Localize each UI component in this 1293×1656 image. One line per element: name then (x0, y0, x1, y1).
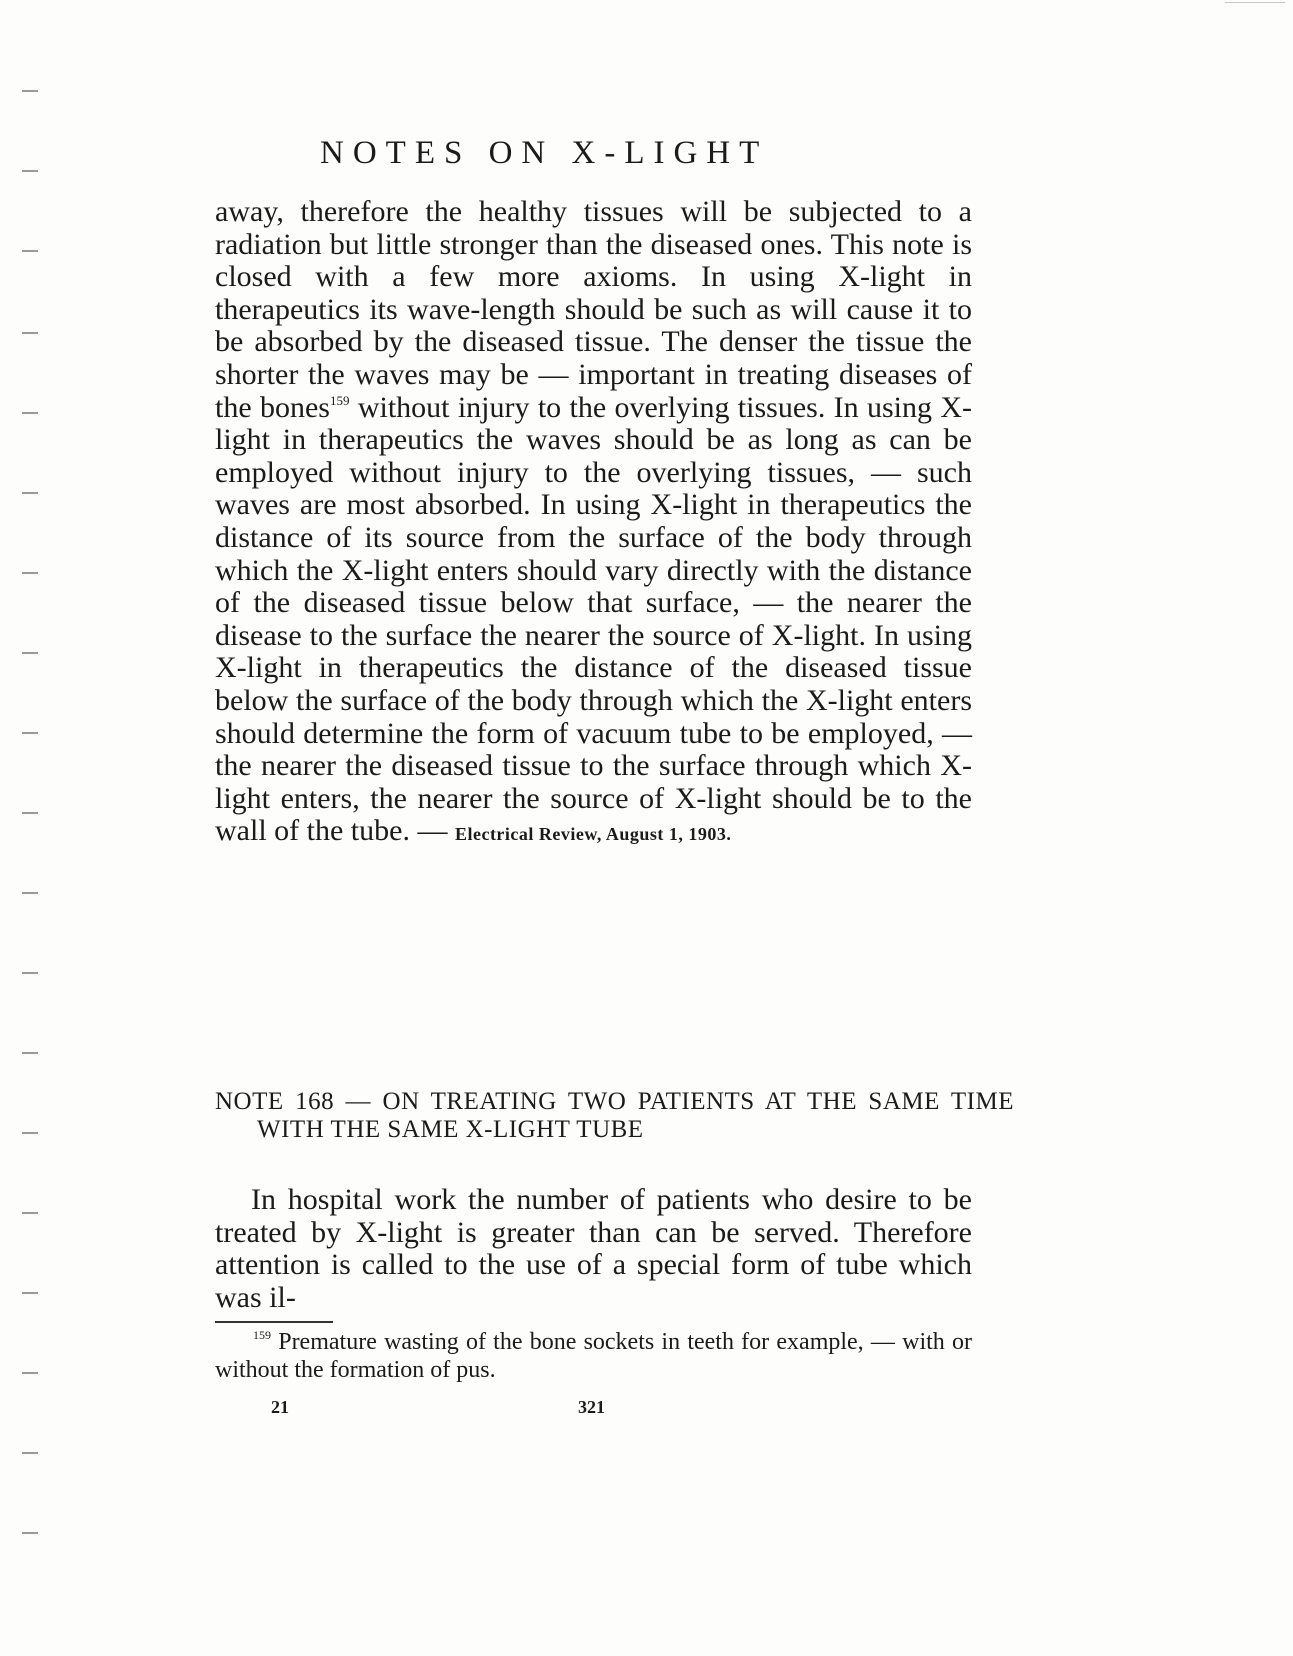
margin-tick (22, 572, 38, 574)
footnote-rule (215, 1321, 333, 1323)
margin-tick (22, 412, 38, 414)
margin-tick (22, 972, 38, 974)
note-heading: NOTE 168 — ON TREATING TWO PATIENTS AT THE SAME TIME WITH THE SAME X-LIGHT TUBE (215, 1088, 1014, 1143)
running-head: NOTES ON X-LIGHT (320, 135, 769, 171)
source-citation: Electrical Review, August 1, 1903. (454, 824, 732, 845)
page-number: 321 (578, 1397, 605, 1417)
margin-tick (22, 1132, 38, 1134)
footnote (215, 1328, 972, 1384)
margin-tick (22, 652, 38, 654)
margin-tick (22, 1212, 38, 1214)
margin-tick (22, 1452, 38, 1454)
margin-tick (22, 250, 38, 252)
margin-tick (22, 332, 38, 334)
margin-tick (22, 732, 38, 734)
body-text-part-1: away, therefore the healthy tissues will be subjected to a radiation but little stronger than the diseased ones. This note is closed with a few more axioms. In using X-light in therapeutics its wave-length should be such as will cause it to be absorbed by the diseased tissue. The denser the tissue the shorter the waves may be — important in treating diseases of the bones (215, 195, 972, 424)
margin-tick (22, 1372, 38, 1374)
margin-tick (22, 892, 38, 894)
footnote-number: 159 (253, 1328, 271, 1342)
margin-tick (22, 90, 38, 92)
note-body (215, 1184, 972, 1314)
margin-tick (22, 812, 38, 814)
body-paragraph (215, 196, 972, 851)
margin-tick (22, 170, 38, 172)
binding-margin-marks (22, 0, 42, 1656)
corner-scan-mark (1225, 2, 1285, 3)
margin-tick (22, 1052, 38, 1054)
footnote-reference: 159 (329, 392, 350, 408)
margin-tick (22, 492, 38, 494)
body-text (215, 196, 972, 851)
signature-mark: 21 (271, 1397, 289, 1417)
margin-tick (22, 1532, 38, 1534)
note-paragraph: In hospital work the number of patients who desire to be treated by X-light is greater than can be served. Therefore attention is called to the use of a special form of tube which was il- (215, 1183, 972, 1314)
margin-tick (22, 1292, 38, 1294)
body-text-part-2: without injury to the overlying tissues. In using X-light in therapeutics the waves should be as long as can be employed without injury to the overlying tissues, — such waves are most absorbed. In using X-light in therapeutics the distance of its source from the surface of the body through which the X-light enters should vary directly with the distance of the diseased tissue below that surface, — the nearer the disease to the surface the nearer the source of X-light. In using X-light in therapeutics the distance of the diseased tissue below the surface of the body through which the X-light enters should determine the form of vacuum tube to be employed, — the nearer the diseased tissue to the surface through which X-light enters, the nearer the source of X-light should be to the wall of the tube. — (215, 390, 972, 848)
footnote-text: Premature wasting of the bone sockets in teeth for example, — with or without the formation of pus. (215, 1329, 972, 1383)
